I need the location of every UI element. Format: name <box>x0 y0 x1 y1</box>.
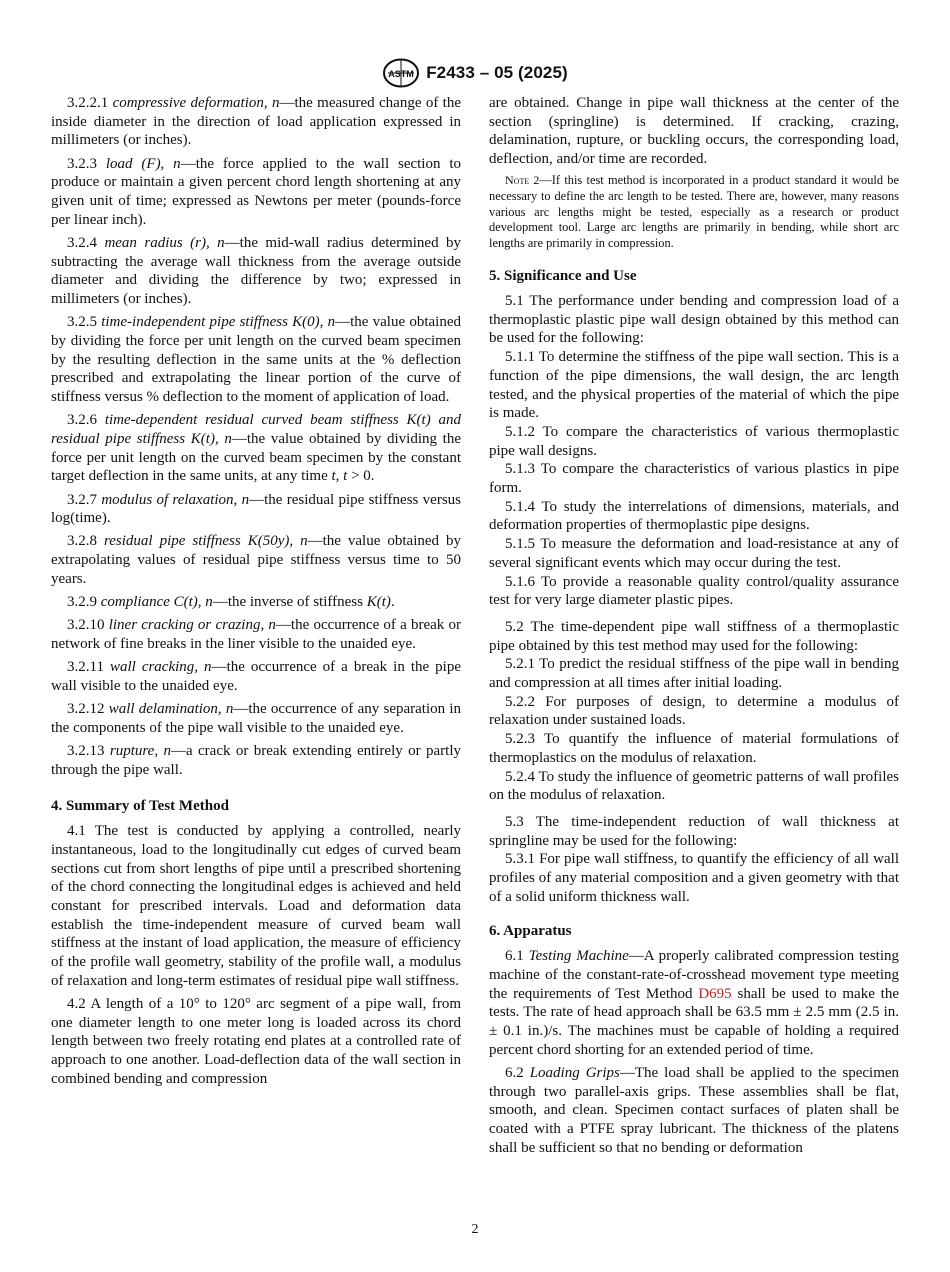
note-2: Note 2—If this test method is incorporated in a product standard it would be necessary to define the arc length to be tested. There are, however, many reasons various arc lengths might be tested, especially as a research or product development tool. Large arc lengths are primarily in bending, while short arc lengths are primarily in compression. <box>489 173 899 250</box>
d695-link[interactable]: D695 <box>698 985 732 1002</box>
paragraph-5-1-6: 5.1.6 To provide a reasonable quality control/quality assurance test for very large diameter plastic pipes. <box>489 573 899 609</box>
paragraph-3-2-8: 3.2.8 residual pipe stiffness K(50y), n—the value obtained by extrapolating values of residual pipe stiffness versus time to 50 years. <box>51 533 461 587</box>
section-4-heading: 4. Summary of Test Method <box>51 798 229 815</box>
right-column <box>489 94 899 1162</box>
paragraph-3-2-2-1: 3.2.2.1 compressive deformation, n—the measured change of the inside diameter in the direction of load application expressed in millimeters (or inches). <box>51 95 462 149</box>
paragraph-3-2-3: 3.2.3 load (F), n—the force applied to the wall section to produce or maintain a given percent chord length shortening at any given unit of time; expressed as Newtons per meter (pounds-force per linear inch). <box>51 155 462 228</box>
paragraph-5-3-1: 5.3.1 For pipe wall stiffness, to quantify the efficiency of all wall profiles of any material composition and a given geometry with that of a solid uniform thickness wall. <box>489 851 899 905</box>
paragraph-3-2-7: 3.2.7 modulus of relaxation, n—the residual pipe stiffness versus log(time). <box>51 491 462 527</box>
paragraph-5-1-4: 5.1.4 To study the interrelations of dimensions, materials, and deformation properties of thermoplastic pipe designs. <box>489 498 899 534</box>
paragraph-4-1: 4.1 The test is conducted by applying a controlled, nearly instantaneous, load to the longitudinally cut edges of curved beam sections cut from short lengths of pipe until a prescribed shortening of the chord connecting the longitudinal edges is achieved and held constant for prescribed intervals. Load and deformation data establish the time-independent measure of curved beam wall stiffness at the instant of load application, the measure of efficiency of the profile wall geometry, stability of the profile wall, a modulus of relaxation and long-term estimates of residual pipe wall stiffness. <box>51 823 461 989</box>
paragraph-3-2-6: 3.2.6 time-dependent residual curved beam stiffness K(t) and residual pipe stiffness K(t), n—the value obtained by dividing the force per unit length on the curved beam specimen by the constant target deflection in the same units, at any time t, t > 0. <box>51 412 462 485</box>
paragraph-3-2-11: 3.2.11 wall cracking, n—the occurrence of a break in the pipe wall visible to the unaided eye. <box>51 659 462 694</box>
section-6-heading: 6. Apparatus <box>489 923 572 940</box>
paragraph-5-2-2: 5.2.2 For purposes of design, to determine a modulus of relaxation under sustained loads. <box>489 693 899 729</box>
paragraph-6-1: 6.1 Testing Machine—A properly calibrated compression testing machine of the constant-rate-of-crosshead movement type meeting the requirements of Test Method D695 shall be used to make the tests. The rate of head approach shall be 63.5 mm ± 2.5 mm (2.5 in. ± 0.1 in.)/s. The machines must be capable of holding a required percent chord shorting for an extended period of time. <box>489 948 899 1058</box>
paragraph-5-2-3: 5.2.3 To quantify the influence of material formulations of thermoplastics on the modulus of relaxation. <box>489 731 899 766</box>
paragraph-3-2-13: 3.2.13 rupture, n—a crack or break extending entirely or partly through the pipe wall. <box>51 743 461 778</box>
paragraph-5-2-1: 5.2.1 To predict the residual stiffness of the pipe wall in bending and compression at all times after initial loading. <box>489 656 899 692</box>
paragraph-5-1-3: 5.1.3 To compare the characteristics of various plastics in pipe form. <box>489 461 899 497</box>
paragraph-3-2-9: 3.2.9 compliance C(t), n—the inverse of stiffness K(t). <box>67 594 395 611</box>
paragraph-4-2-continued: are obtained. Change in pipe wall thickness at the center of the section (springline) is determined. If cracking, crazing, delamination, rupture, or buckling occurs, the corresponding load, deflection, and/or time are recorded. <box>489 95 899 168</box>
paragraph-5-1-1: 5.1.1 To determine the stiffness of the pipe wall section. This is a function of the pipe dimensions, the wall design, the arc length tested, and the physical properties of the material of which the pipe is made. <box>489 349 899 422</box>
astm-logo-icon <box>382 58 420 88</box>
page-number: 2 <box>471 1222 479 1237</box>
paragraph-3-2-12: 3.2.12 wall delamination, n—the occurrence of any separation in the components of the pipe wall visible to the unaided eye. <box>51 701 462 736</box>
paragraph-6-2: 6.2 Loading Grips—The load shall be applied to the specimen through two parallel-axis grips. These assemblies shall be flat, smooth, and clean. Specimen contact surfaces of platen shall be coated with a PTFE spray lubricant. The thickness of the platens shall be sufficient so that no bending or deformation <box>489 1064 900 1156</box>
section-5-heading: 5. Significance and Use <box>489 268 637 285</box>
paragraph-5-2: 5.2 The time-dependent pipe wall stiffness of a thermoplastic pipe obtained by this test method may used for the following: <box>489 618 899 654</box>
paragraph-3-2-5: 3.2.5 time-independent pipe stiffness K(0), n—the value obtained by dividing the force per unit length on the curved beam specimen by the resulting deflection in the same units at the % deflection prescribed and extrapolating the linear portion of the curve of stiffness versus % deflection to the moment of application of load. <box>51 314 461 406</box>
page-header <box>0 58 950 88</box>
paragraph-5-1: 5.1 The performance under bending and compression load of a thermoplastic plastic pipe wall design obtained by this method can be used for the following: <box>489 292 899 347</box>
paragraph-3-2-10: 3.2.10 liner cracking or crazing, n—the occurrence of a break or network of fine breaks in the liner visible to the unaided eye. <box>51 617 461 652</box>
paragraph-5-3: 5.3 The time-independent reduction of wall thickness at springline may be used for the following: <box>489 813 899 849</box>
paragraph-5-2-4: 5.2.4 To study the influence of geometric patterns of wall profiles on the modulus of relaxation. <box>489 768 899 804</box>
logo-text: ASTM <box>388 69 414 79</box>
paragraph-4-2: 4.2 A length of a 10° to 120° arc segment of a pipe wall, from one diameter length to one meter long is loaded across its chord length between two freely rotating end plates at a controlled rate of approach to one another. Load-deflection data of the wall section in combined bending and compression <box>51 995 461 1087</box>
paragraph-3-2-4: 3.2.4 mean radius (r), n—the mid-wall radius determined by subtracting the average wall thickness from the average outside diameter and dividing the difference by two; expressed in millimeters (or inches). <box>51 234 461 308</box>
left-column <box>51 94 461 1093</box>
paragraph-5-1-5: 5.1.5 To measure the deformation and load-resistance at any of several significant events which may occur during the test. <box>489 536 899 571</box>
standard-designation: F2433 – 05 (2025) <box>426 63 568 82</box>
paragraph-5-1-2: 5.1.2 To compare the characteristics of various thermoplastic pipe wall designs. <box>489 423 899 459</box>
